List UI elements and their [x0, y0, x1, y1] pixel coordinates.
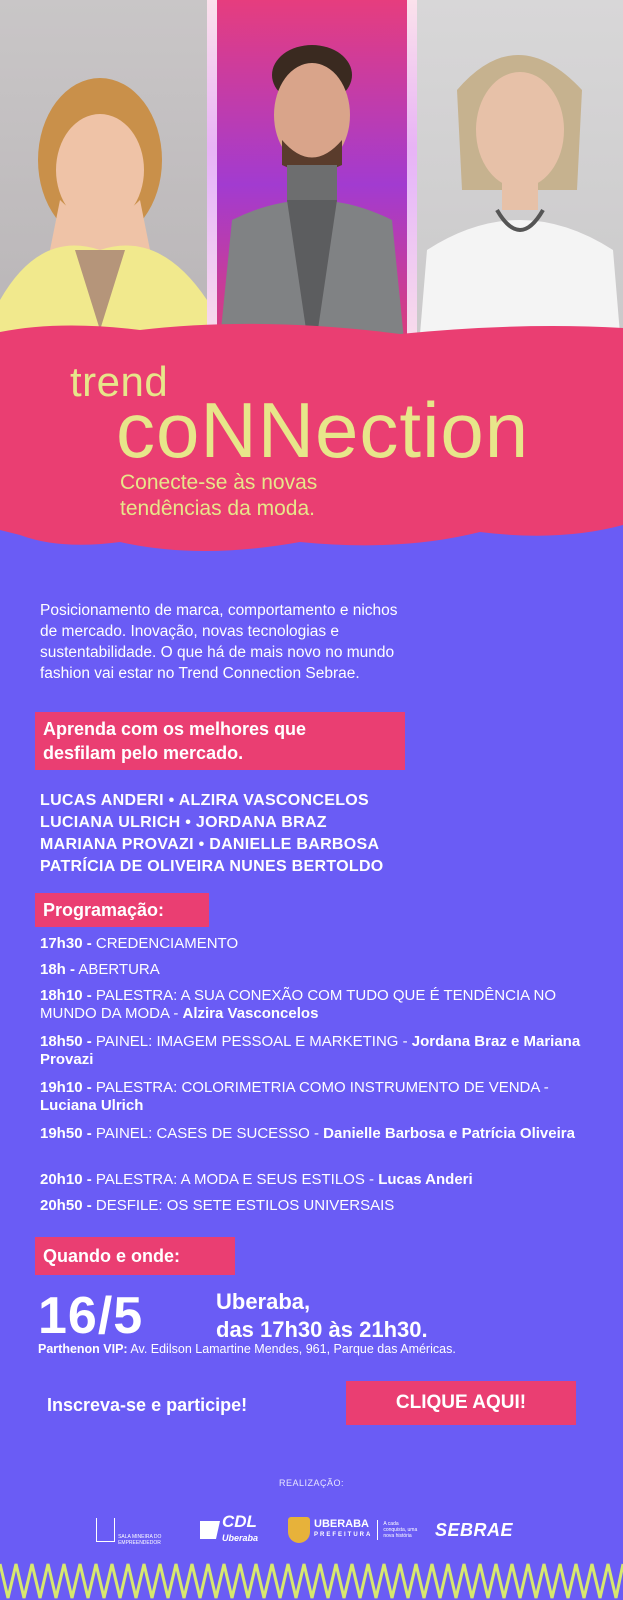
learn-tag-line: desfilam pelo mercado. — [43, 743, 244, 763]
speaker-photo-woman-yellow-blazer — [0, 0, 207, 370]
when-tag: Quando e onde: — [35, 1237, 235, 1275]
title-connection: coNNection — [116, 386, 530, 474]
uberaba-name: UBERABA — [314, 1518, 369, 1530]
schedule-desc: PAINEL: CASES DE SUCESSO - — [95, 1125, 319, 1142]
event-date: 16/5 — [38, 1287, 144, 1345]
schedule-item — [40, 1033, 600, 1069]
schedule-item — [40, 1197, 600, 1215]
sala-mineira-text: SALA MINEIRA DO EMPREENDEDOR — [118, 1534, 162, 1546]
schedule-desc: ABERTURA — [78, 961, 160, 978]
speaker-line: LUCAS ANDERI • ALZIRA VASCONCELOS — [40, 792, 369, 809]
learn-tag-line: Aprenda com os melhores que — [43, 719, 307, 739]
speaker-photos — [0, 0, 623, 370]
event-city: Uberaba, — [216, 1289, 311, 1314]
schedule-time: 19h10 - — [40, 1079, 92, 1096]
schedule-item — [40, 961, 600, 979]
schedule-time: 18h10 - — [40, 987, 92, 1004]
schedule-item — [40, 987, 600, 1023]
hero-subtitle-line: Conecte-se às novas — [120, 471, 318, 494]
schedule-item — [40, 1079, 600, 1115]
schedule-time: 19h50 - — [40, 1125, 92, 1142]
cdl-icon — [198, 1519, 222, 1541]
schedule-desc: PALESTRA: COLORIMETRIA COMO INSTRUMENTO DE VENDA - — [95, 1079, 549, 1096]
intro-paragraph — [40, 600, 580, 684]
schedule-item — [40, 935, 600, 953]
sebrae-name: SEBRAE — [435, 1519, 514, 1540]
prefeitura-uberaba-logo — [288, 1505, 418, 1555]
sebrae-logo — [435, 1505, 515, 1555]
neon-light-right — [407, 0, 417, 370]
sala-mineira-icon — [96, 1518, 115, 1542]
schedule-time: 20h10 - — [40, 1171, 92, 1188]
event-venue: Parthenon VIP: — [38, 1342, 128, 1356]
hero-subtitle — [120, 470, 317, 522]
uberaba-shield-icon — [288, 1517, 310, 1543]
intro-line: sustentabilidade. O que há de mais novo no mundo — [40, 644, 395, 661]
sponsor-logos — [0, 1505, 623, 1555]
schedule-time: 18h - — [40, 961, 76, 978]
schedule-desc: PALESTRA: A SUA CONEXÃO COM TUDO QUE É TENDÊNCIA NO MUNDO DA MODA - — [40, 987, 556, 1022]
uberaba-slogan: A cada conquista, uma nova história — [383, 1521, 418, 1539]
clique-aqui-button[interactable]: CLIQUE AQUI! — [346, 1381, 576, 1425]
schedule-person: Jordana Braz e Mariana Provazi — [40, 1033, 581, 1068]
learn-tag — [35, 712, 405, 770]
prefeitura-label: PREFEITURA — [314, 1532, 373, 1538]
program-tag: Programação: — [35, 893, 209, 927]
bottom-zigzag-pattern — [0, 1560, 623, 1600]
hero-subtitle-line: tendências da moda. — [120, 497, 315, 520]
schedule-person: Danielle Barbosa e Patrícia Oliveira — [323, 1125, 575, 1142]
speaker-line: PATRÍCIA DE OLIVEIRA NUNES BERTOLDO — [40, 858, 384, 875]
schedule-person: Luciana Ulrich — [40, 1097, 144, 1114]
speaker-line: LUCIANA ULRICH • JORDANA BRAZ — [40, 814, 327, 831]
speaker-list — [40, 790, 384, 878]
speaker-photo-man-turtleneck — [207, 0, 417, 370]
uberaba-divider — [377, 1520, 378, 1540]
schedule-item — [40, 1171, 600, 1189]
schedule-person: Lucas Anderi — [378, 1171, 473, 1188]
schedule-desc: DESFILE: OS SETE ESTILOS UNIVERSAIS — [95, 1197, 395, 1214]
cta-text: Inscreva-se e participe! — [47, 1395, 248, 1415]
cdl-sub: Uberaba — [222, 1533, 259, 1543]
neon-light-left — [207, 0, 217, 370]
sala-mineira-logo — [96, 1505, 186, 1555]
schedule-time: 17h30 - — [40, 935, 92, 952]
intro-line: fashion vai estar no Trend Connection Sebrae. — [40, 665, 360, 682]
event-city-hours — [216, 1288, 428, 1344]
schedule-person: Alzira Vasconcelos — [182, 1005, 319, 1022]
realizacao-label: REALIZAÇÃO: — [278, 1478, 344, 1488]
speaker-line: MARIANA PROVAZI • DANIELLE BARBOSA — [40, 836, 380, 853]
intro-line: de mercado. Inovação, novas tecnologias e — [40, 623, 339, 640]
cdl-uberaba-logo — [198, 1505, 278, 1555]
cdl-name: CDL — [222, 1512, 257, 1531]
schedule-item — [40, 1125, 600, 1143]
event-hours: das 17h30 às 21h30. — [216, 1317, 428, 1342]
event-address — [38, 1342, 456, 1356]
speaker-photo-woman-white-shirt — [417, 0, 623, 370]
event-address-text: Av. Edilson Lamartine Mendes, 961, Parque das Américas. — [130, 1342, 456, 1356]
schedule-time: 20h50 - — [40, 1197, 92, 1214]
title-trend: trend — [70, 358, 169, 405]
schedule-time: 18h50 - — [40, 1033, 92, 1050]
schedule-desc: PALESTRA: A MODA E SEUS ESTILOS - — [95, 1171, 375, 1188]
schedule-desc: CREDENCIAMENTO — [95, 935, 239, 952]
schedule-desc: PAINEL: IMAGEM PESSOAL E MARKETING - — [95, 1033, 408, 1050]
intro-line: Posicionamento de marca, comportamento e nichos — [40, 602, 398, 619]
